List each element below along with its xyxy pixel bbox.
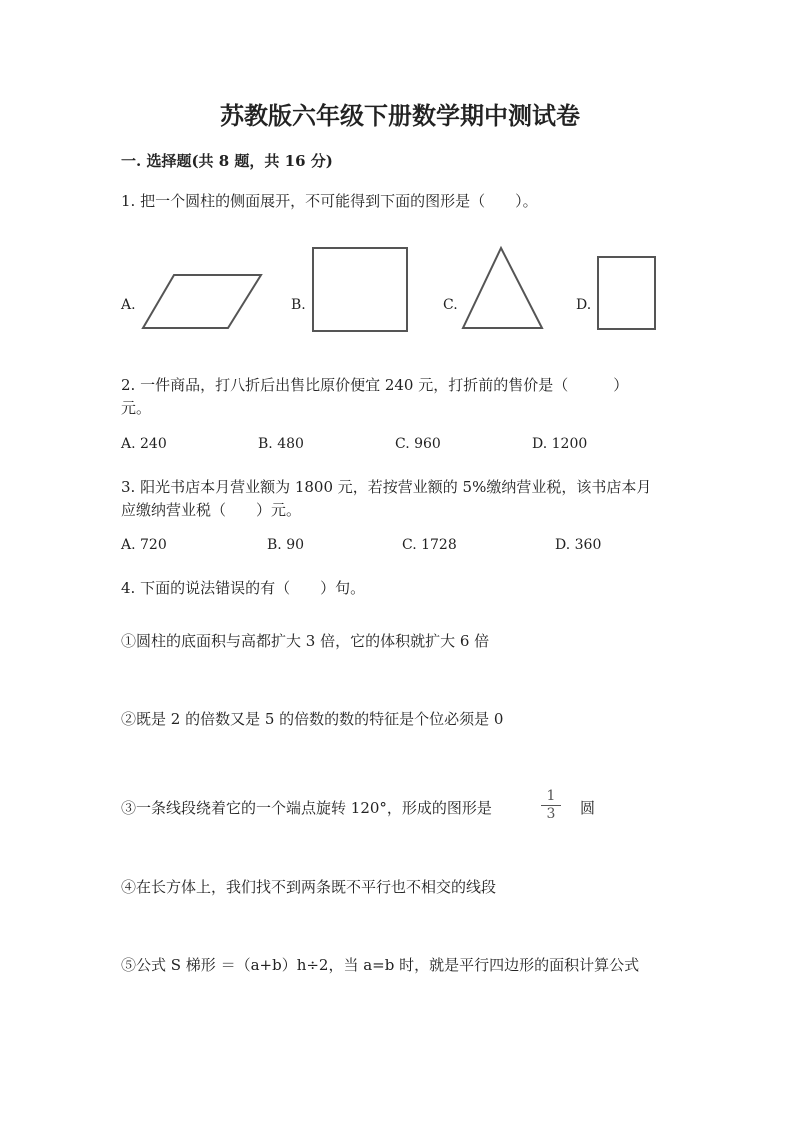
q1-option-b-label: B. [291,297,306,313]
square-figure [310,245,410,333]
page-title: 苏教版六年级下册数学期中测试卷 [220,101,580,130]
fraction-denominator: 3 [546,806,556,822]
statement-5: ⑤公式 S 梯形 ＝（a+b）h÷2，当 a=b 时，就是平行四边形的面积计算公式 [121,956,640,974]
q2-option-a: A. 240 [121,436,167,452]
question-3-stem-line1: 3. 阳光书店本月营业额为 1800 元，若按营业额的 5%缴纳营业税，该书店本月 [121,478,652,496]
fraction-one-third [541,788,561,823]
q2-option-d: D. 1200 [532,436,588,452]
question-4-stem: 4. 下面的说法错误的有（ ）句。 [121,579,366,597]
rectangle-figure [595,254,659,332]
section-heading: 一. 选择题(共 8 题，共 16 分) [121,152,333,170]
question-2-stem-line1: 2. 一件商品，打八折后出售比原价便宜 240 元，打折前的售价是（ ） [121,376,629,394]
statement-3-suffix: 圆 [580,799,596,817]
parallelogram-figure [140,270,265,332]
fraction-numerator: 1 [541,788,561,806]
question-1-stem: 1. 把一个圆柱的侧面展开，不可能得到下面的图形是（ ）。 [121,192,538,210]
q3-option-d: D. 360 [555,537,602,553]
q3-option-a: A. 720 [121,537,167,553]
q1-option-a-label: A. [121,297,136,313]
triangle-figure [460,244,546,332]
question-2-stem-line2: 元。 [121,399,152,417]
statement-1: ①圆柱的底面积与高都扩大 3 倍，它的体积就扩大 6 倍 [121,632,490,650]
q2-option-b: B. 480 [258,436,304,452]
q2-option-c: C. 960 [395,436,441,452]
statement-3: ③一条线段绕着它的一个端点旋转 120°，形成的图形是 [121,799,492,817]
statement-2: ②既是 2 的倍数又是 5 的倍数的数的特征是个位必须是 0 [121,710,504,728]
q3-option-b: B. 90 [267,537,305,553]
q3-option-c: C. 1728 [402,537,457,553]
question-3-stem-line2: 应缴纳营业税（ ）元。 [121,501,302,519]
q1-option-c-label: C. [443,297,458,313]
q1-option-d-label: D. [576,297,592,313]
statement-4: ④在长方体上，我们找不到两条既不平行也不相交的线段 [121,878,497,896]
